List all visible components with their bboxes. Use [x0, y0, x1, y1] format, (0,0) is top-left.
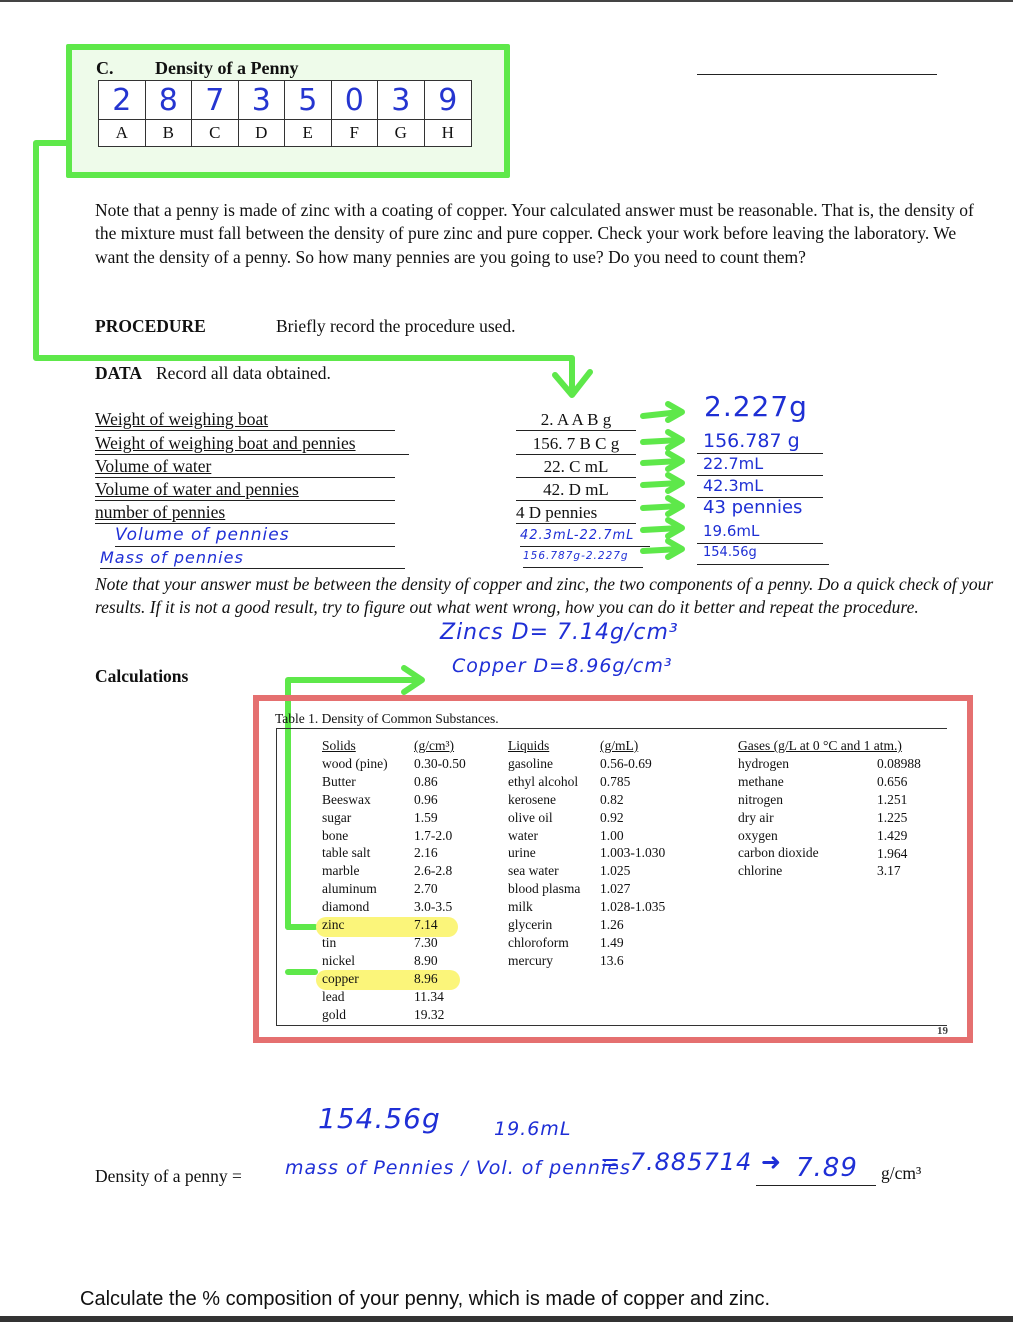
data-value-water: 22. C mL	[516, 456, 636, 478]
liquid-name: kerosene	[508, 791, 556, 807]
liquid-density: 1.025	[600, 863, 631, 879]
code-digit: 8	[146, 81, 193, 120]
gas-name: chlorine	[738, 863, 783, 879]
hand-calc-formula: mass of Pennies / Vol. of pennies	[285, 1157, 631, 1179]
code-letter: E	[285, 120, 332, 146]
gas-density: 1.251	[877, 791, 908, 807]
solid-density: 8.90	[414, 952, 438, 968]
code-letter: B	[146, 120, 193, 146]
liquid-name: mercury	[508, 952, 553, 968]
liquid-name: gasoline	[508, 755, 553, 771]
code-letter: A	[99, 120, 146, 146]
density-unit: g/cm³	[881, 1163, 922, 1183]
solids-column	[322, 737, 388, 1024]
code-digit: 3	[378, 81, 425, 120]
code-letter: C	[192, 120, 239, 146]
solid-name: table salt	[322, 845, 371, 861]
code-letter: D	[239, 120, 286, 146]
gas-density: 1.225	[877, 809, 908, 825]
liquid-density: 0.56-0.69	[600, 755, 652, 771]
data-value-num-pennies: 4 D pennies	[516, 502, 636, 524]
solid-density: 7.30	[414, 934, 438, 950]
code-digit: 0	[332, 81, 379, 120]
data-value-vol-pennies: 42.3mL-22.7mL	[520, 525, 650, 547]
section-letter: C.	[96, 58, 114, 78]
solid-name: aluminum	[322, 881, 377, 897]
data-label-boat: Weight of weighing boat	[95, 409, 395, 431]
code-digit: 7	[192, 81, 239, 120]
table-caption: Table 1. Density of Common Substances.	[275, 711, 499, 726]
solid-name: sugar	[322, 809, 352, 825]
code-letter: H	[441, 123, 454, 142]
solid-density: 0.86	[414, 773, 438, 789]
liquid-name: water	[508, 827, 538, 843]
page-number: 19	[937, 1025, 948, 1037]
solid-density: 1.7-2.0	[414, 827, 453, 843]
data-heading: DATA	[95, 363, 142, 383]
solid-density: 2.6-2.8	[414, 863, 453, 879]
liquid-density: 0.92	[600, 809, 624, 825]
liquid-density: 1.26	[600, 917, 624, 933]
liquid-density: 0.82	[600, 791, 624, 807]
hand-calc-result: = 7.885714 ➜	[600, 1148, 782, 1176]
data-label-water-pennies: Volume of water and pennies	[95, 479, 395, 501]
liquid-name: sea water	[508, 863, 559, 879]
solid-name: lead	[322, 988, 345, 1004]
hand-note-copper: Copper D=8.96g/cm³	[452, 655, 673, 677]
gas-name: oxygen	[738, 827, 778, 843]
solids-header: Solids	[322, 738, 356, 753]
gas-name: dry air	[738, 809, 774, 825]
code-letter: G	[378, 120, 425, 146]
liquids-column	[508, 737, 580, 970]
data-label-water: Volume of water	[95, 456, 395, 478]
hand-value-boat: 2.227g	[704, 390, 808, 423]
gases-header: Gases (g/L at 0 °C and 1 atm.)	[738, 738, 902, 753]
solid-name: wood (pine)	[322, 755, 388, 771]
data-label-num-pennies: number of pennies	[95, 502, 395, 524]
liquids-unit: (g/mL)	[600, 738, 639, 753]
data-value-water-pennies: 42. D mL	[516, 479, 636, 501]
solid-name: Butter	[322, 773, 356, 789]
solid-name: tin	[322, 934, 337, 950]
liquids-header: Liquids	[508, 738, 550, 753]
data-value-boat: 2. A A B g	[516, 409, 636, 431]
liquid-density: 1.027	[600, 881, 631, 897]
gas-density: 0.08988	[877, 756, 921, 771]
gas-density: 1.429	[877, 827, 908, 843]
liquid-name: olive oil	[508, 809, 553, 825]
intro-paragraph: Note that a penny is made of zinc with a coating of copper. Your calculated answer must be reasonable. That is, the density of the mixture must fall between the density of pure zinc and pure copper. Check your work before leaving the laboratory. We want the density of a penny. So how many pennies are you going to use? Do you need to count them?	[95, 200, 974, 267]
solid-density: 19.32	[414, 1006, 445, 1022]
liquid-name: blood plasma	[508, 881, 581, 897]
hand-note-zinc: Zincs D= 7.14g/cm³	[440, 620, 679, 645]
gas-density: 3.17	[877, 863, 901, 879]
hand-calc-mass: 154.56g	[318, 1102, 441, 1135]
gas-name: methane	[738, 773, 784, 789]
procedure-text: Briefly record the procedure used.	[276, 316, 516, 336]
hand-value-vol-pennies: 19.6mL	[697, 520, 823, 544]
data-label-boat-pennies: Weight of weighing boat and pennies	[95, 433, 409, 455]
density-answer: 7.89	[796, 1153, 858, 1183]
solids-unit: (g/cm³)	[414, 738, 455, 753]
liquid-name: milk	[508, 899, 533, 915]
gas-name: carbon dioxide	[738, 845, 819, 861]
data-value-boat-pennies: 156. 7 B C g	[516, 433, 636, 455]
data-label-vol-pennies: Volume of pennies	[115, 525, 395, 547]
solid-density: 11.34	[414, 988, 444, 1004]
gas-name: nitrogen	[738, 791, 783, 807]
liquid-name: chloroform	[508, 934, 569, 950]
solid-density: 2.70	[414, 881, 438, 897]
bottom-bar	[0, 1316, 1013, 1322]
note-paragraph: Note that your answer must be between the density of copper and zinc, the two components of a penny. Do a quick check of your results. If it is not a good result, try to figure out what went wrong, how you can do it better and repeat the procedure.	[95, 574, 994, 618]
liquid-density: 1.49	[600, 934, 624, 950]
gas-density: 1.964	[877, 845, 908, 861]
code-digit: 5	[285, 81, 332, 120]
gas-density: 0.656	[877, 773, 908, 789]
solid-density: 7.14	[414, 917, 438, 933]
liquid-density: 1.028-1.035	[600, 899, 666, 915]
solid-density: 1.59	[414, 809, 438, 825]
solid-name: bone	[322, 827, 349, 843]
liquid-density: 1.003-1.030	[600, 845, 666, 861]
hand-value-num-pennies: 43 pennies	[703, 497, 803, 518]
answer-line	[756, 1185, 876, 1186]
gases-values-column	[877, 755, 921, 880]
code-digit: 3	[239, 81, 286, 120]
liquid-name: ethyl alcohol	[508, 773, 579, 789]
footer-prompt: Calculate the % composition of your penny, which is made of copper and zinc.	[80, 1288, 770, 1310]
data-label-mass-pennies: Mass of pennies	[100, 547, 405, 569]
liquid-density: 0.785	[600, 773, 631, 789]
procedure-heading: PROCEDURE	[95, 316, 206, 336]
liquid-density: 13.6	[600, 952, 624, 968]
liquids-values-column	[600, 737, 665, 970]
hand-value-water: 22.7mL	[697, 452, 823, 476]
solid-density: 0.96	[414, 791, 438, 807]
density-label: Density of a penny =	[95, 1166, 242, 1186]
solids-values-column	[414, 737, 466, 1024]
data-text: Record all data obtained.	[156, 363, 331, 383]
solid-name: zinc	[322, 917, 345, 933]
solid-density: 3.0-3.5	[414, 899, 453, 915]
code-digit: 2	[99, 81, 146, 120]
solid-density: 2.16	[414, 845, 438, 861]
solid-name: Beeswax	[322, 791, 371, 807]
liquid-density: 1.00	[600, 827, 624, 843]
solid-name: diamond	[322, 899, 370, 915]
solid-density: 0.30-0.50	[414, 755, 466, 771]
solid-name: gold	[322, 1006, 347, 1022]
solid-name: marble	[322, 863, 360, 879]
hand-calc-volume: 19.6mL	[494, 1118, 572, 1140]
solid-name: nickel	[322, 952, 355, 968]
code-letter: F	[332, 120, 379, 146]
hand-value-water-pennies: 42.3mL	[697, 474, 823, 498]
liquid-name: urine	[508, 845, 536, 861]
hand-value-mass-pennies: 154.56g	[697, 541, 829, 565]
solid-name: copper	[322, 970, 359, 986]
section-title: Density of a Penny	[155, 58, 299, 78]
data-value-mass-pennies: 156.787g-2.227g	[523, 546, 643, 568]
liquid-name: glycerin	[508, 917, 553, 933]
hand-value-boat-pennies: 156.787 g	[697, 430, 823, 454]
calculations-heading: Calculations	[95, 666, 189, 686]
solid-density: 8.96	[414, 970, 438, 986]
gas-name: hydrogen	[738, 755, 789, 771]
code-digit: 9	[425, 81, 472, 120]
